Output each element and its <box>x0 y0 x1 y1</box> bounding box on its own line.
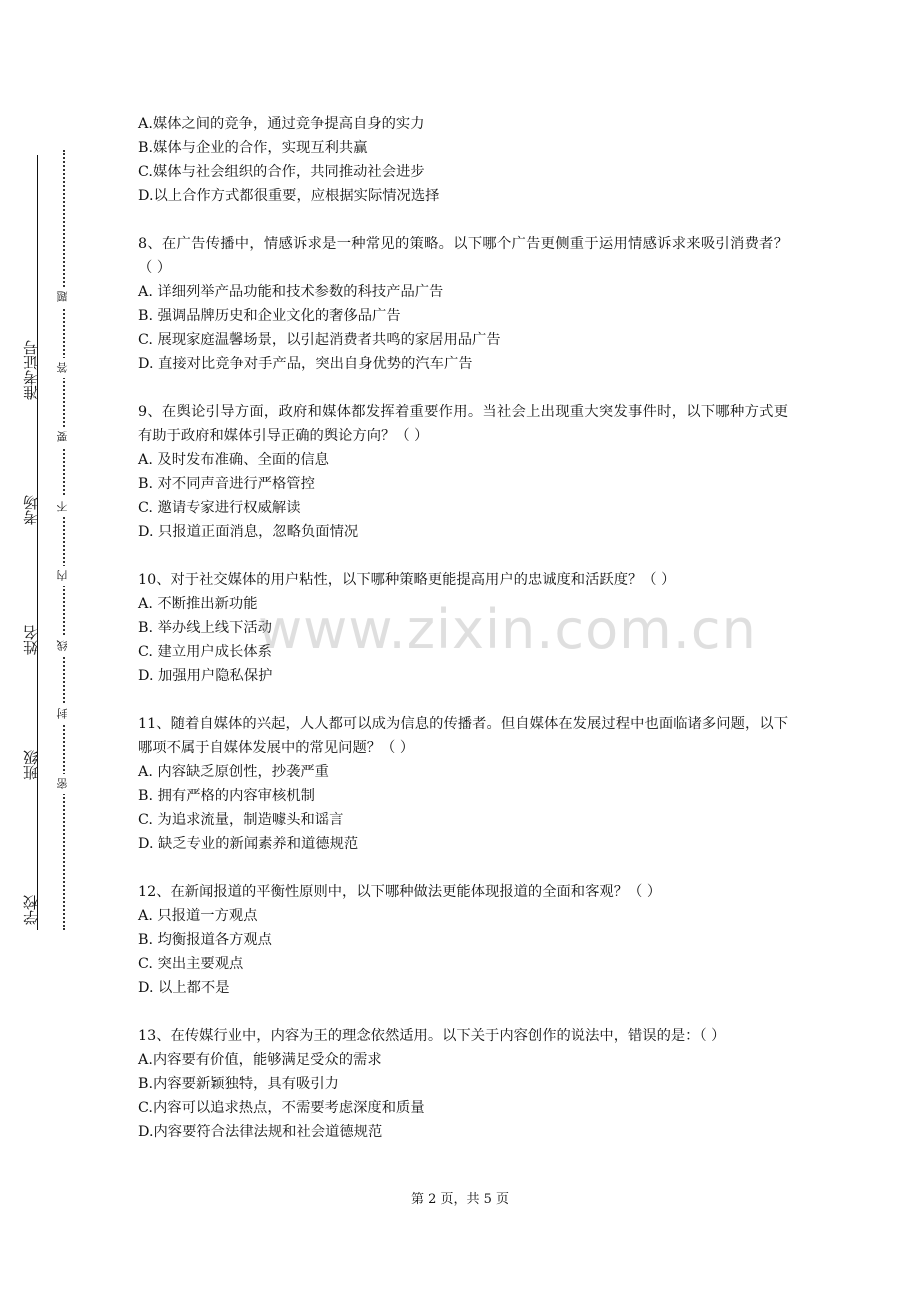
option-a: A. 不断推出新功能 <box>138 596 258 612</box>
option-c: C. 邀请专家进行权威解读 <box>138 500 301 516</box>
option-b: B. 均衡报道各方观点 <box>138 932 272 948</box>
option-c: C.内容可以追求热点，不需要考虑深度和质量 <box>138 1100 425 1116</box>
exam-id-label: 准考证号 <box>22 340 40 400</box>
option-a: A. 详细列举产品功能和技术参数的科技产品广告 <box>138 284 444 300</box>
option-c: C. 为追求流量，制造噱头和谣言 <box>138 812 344 828</box>
seal-char: 要 <box>56 427 70 447</box>
question-title: 10、对于社交媒体的用户粘性，以下哪种策略更能提高用户的忠诚度和活跃度？（ ） <box>138 572 676 588</box>
option-d: D. 以上都不是 <box>138 980 230 996</box>
binding-underline <box>37 155 38 930</box>
seal-char: 线 <box>56 636 70 656</box>
option-b: B. 举办线上线下活动 <box>138 620 272 636</box>
binding-margin <box>0 0 90 1302</box>
exam-room-label: 考场 <box>22 495 40 525</box>
option-c: C.媒体与社会组织的合作，共同推动社会进步 <box>138 164 425 180</box>
seal-char: 答 <box>56 358 70 378</box>
option-b: B. 拥有严格的内容审核机制 <box>138 788 315 804</box>
option-c: C. 展现家庭温馨场景，以引起消费者共鸣的家居用品广告 <box>138 332 501 348</box>
name-label: 姓名 <box>22 625 40 655</box>
option-a: A. 只报道一方观点 <box>138 908 258 924</box>
seal-char: 不 <box>56 497 70 517</box>
option-c: C. 建立用户成长体系 <box>138 644 272 660</box>
question-12 <box>138 880 788 1000</box>
option-d: D. 只报道正面消息，忽略负面情况 <box>138 524 359 540</box>
exam-content <box>138 112 788 1144</box>
watermark: www.zixin.com.cn <box>258 598 757 661</box>
question-8 <box>138 232 788 376</box>
option-b: B. 对不同声音进行严格管控 <box>138 476 315 492</box>
option-d: D. 缺乏专业的新闻素养和道德规范 <box>138 836 359 852</box>
seal-char: 密 <box>56 774 70 794</box>
option-a: A.媒体之间的竞争，通过竞争提高自身的实力 <box>138 116 425 132</box>
question-title: 9、在舆论引导方面，政府和媒体都发挥着重要作用。当社会上出现重大突发事件时，以下哪种方式更有助于政府和媒体引导正确的舆论方向？（ ） <box>138 404 788 444</box>
question-title: 12、在新闻报道的平衡性原则中，以下哪种做法更能体现报道的全面和客观？（ ） <box>138 884 662 900</box>
option-a: A. 及时发布准确、全面的信息 <box>138 452 329 468</box>
question-9 <box>138 400 788 544</box>
option-b: B.内容要新颖独特，具有吸引力 <box>138 1076 339 1092</box>
option-d: D.内容要符合法律法规和社会道德规范 <box>138 1124 383 1140</box>
option-a: A.内容要有价值，能够满足受众的需求 <box>138 1052 382 1068</box>
question-11 <box>138 712 788 856</box>
seal-dotted-line <box>63 150 65 930</box>
seal-char: 题 <box>56 287 70 307</box>
option-b: B.媒体与企业的合作，实现互利共赢 <box>138 140 368 156</box>
option-d: D. 加强用户隐私保护 <box>138 668 273 684</box>
question-10 <box>138 568 788 688</box>
previous-question-options <box>138 112 788 208</box>
option-c: C. 突出主要观点 <box>138 956 244 972</box>
question-13 <box>138 1024 788 1144</box>
page-footer: 第 2 页，共 5 页 <box>410 1192 510 1207</box>
question-title: 11、随着自媒体的兴起，人人都可以成为信息的传播者。但自媒体在发展过程中也面临诸多问题，以下哪项不属于自媒体发展中的常见问题？（ ） <box>138 716 788 756</box>
question-title: 8、在广告传播中，情感诉求是一种常见的策略。以下哪个广告更侧重于运用情感诉求来吸引消费者？（ ） <box>138 236 788 276</box>
option-b: B. 强调品牌历史和企业文化的奢侈品广告 <box>138 308 401 324</box>
class-label: 班级 <box>22 750 40 780</box>
option-d: D. 直接对比竞争对手产品，突出自身优势的汽车广告 <box>138 356 473 372</box>
seal-char: 内 <box>56 566 70 586</box>
option-d: D.以上合作方式都很重要，应根据实际情况选择 <box>138 188 440 204</box>
school-label: 学校 <box>22 895 40 925</box>
question-title: 13、在传媒行业中，内容为王的理念依然适用。以下关于内容创作的说法中，错误的是：（ ） <box>138 1028 726 1044</box>
seal-char: 封 <box>56 704 70 724</box>
option-a: A. 内容缺乏原创性，抄袭严重 <box>138 764 329 780</box>
